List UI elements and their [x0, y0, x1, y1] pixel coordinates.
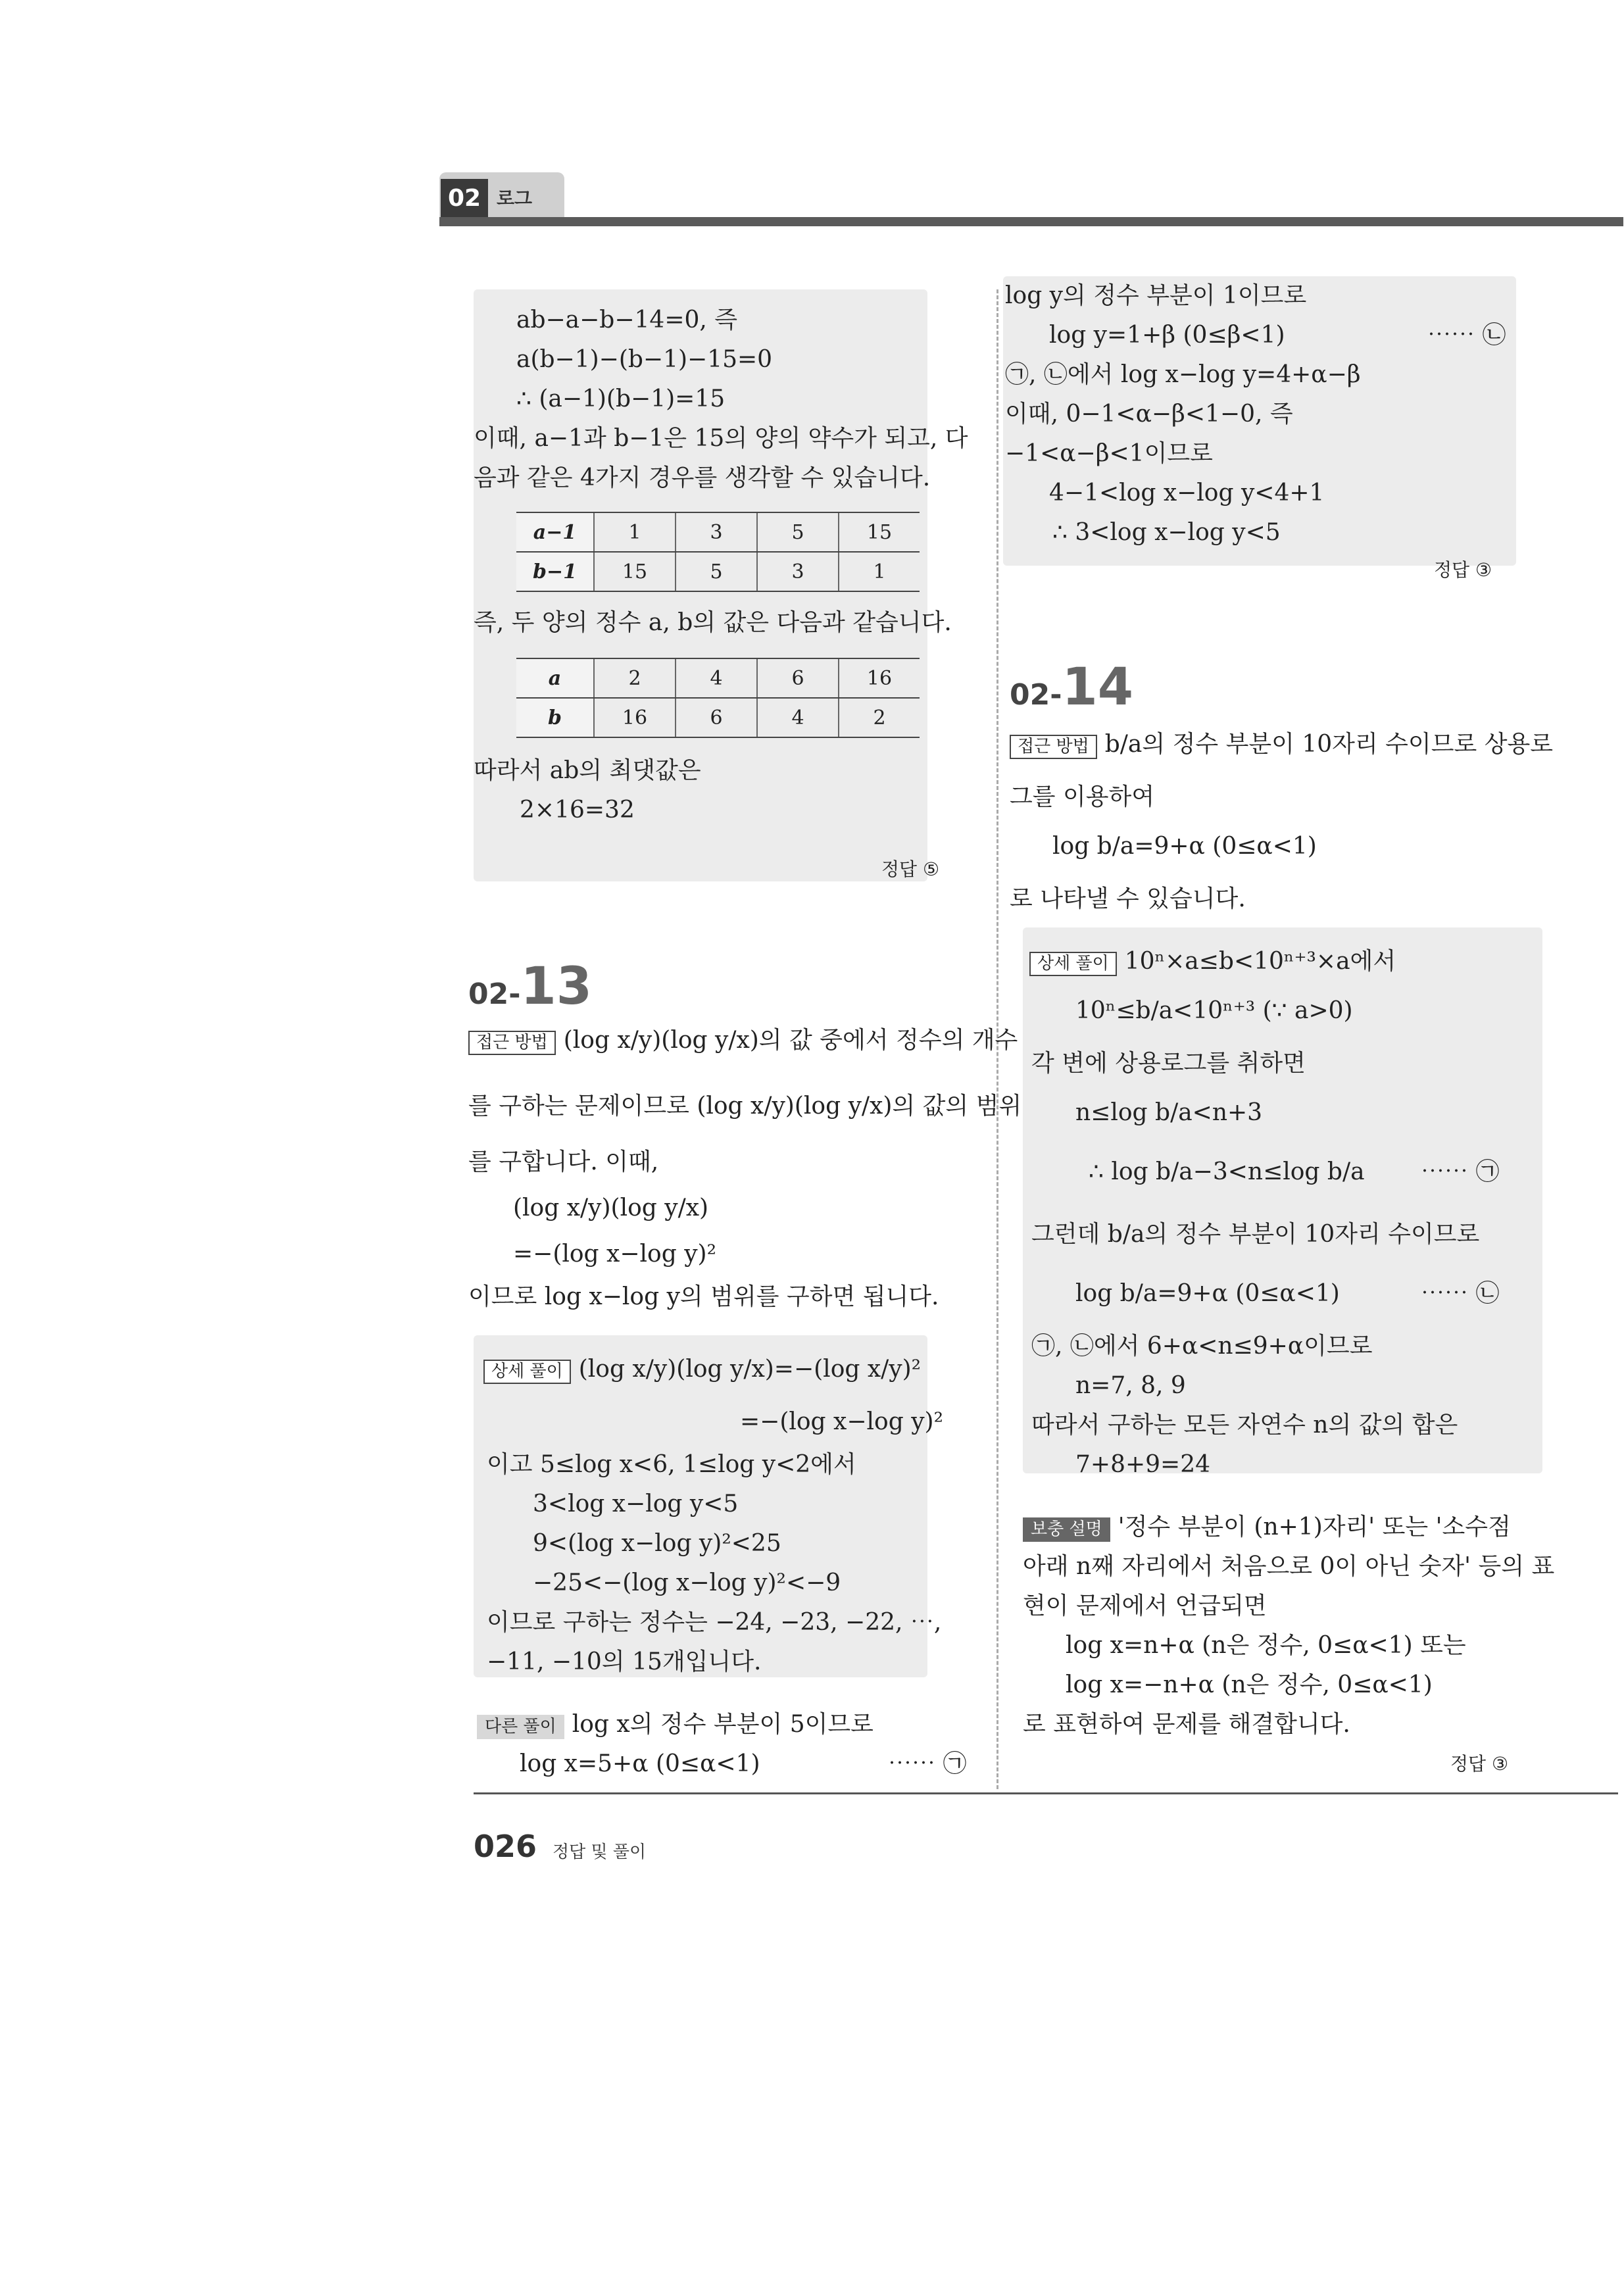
text-line: (log x/y)(log y/x)=−(log x/y)² [578, 1356, 922, 1383]
text-line: ㉠, ㉡에서 log x−log y=4+α−β [1005, 361, 1361, 388]
alt-line [477, 1710, 874, 1739]
text-line: 9<(log x−log y)²<25 [533, 1530, 781, 1557]
chapter-number: 02 [441, 179, 488, 218]
problem-label-number: 13 [520, 957, 593, 1016]
text-line: (log x/y)(log y/x) [513, 1195, 709, 1221]
approach-line [1010, 730, 1553, 759]
equation-mark: ⋯⋯ ㉠ [888, 1750, 967, 1777]
text-line: 4−1<log x−log y<4+1 [1049, 480, 1325, 506]
table-cell: 5 [757, 512, 839, 552]
text-line: 현이 문제에서 언급되면 [1023, 1592, 1267, 1619]
table-values-a-b [516, 658, 920, 738]
footer-rule [474, 1792, 1618, 1794]
page-number: 026 [474, 1829, 537, 1864]
text-line: log x의 정수 부분이 5이므로 [572, 1711, 874, 1738]
equation-mark: ⋯⋯ ㉡ [1427, 322, 1506, 349]
problem-14-label [1010, 658, 1133, 717]
problem-label-prefix: 02- [1010, 678, 1062, 712]
text-line: log b/a=9+α (0≤α<1) [1052, 833, 1317, 860]
text-line: =−(log x−log y)² [513, 1241, 717, 1268]
table-row [516, 552, 920, 591]
table-cell: 16 [839, 658, 920, 698]
text-line: 이때, a−1과 b−1은 15의 양의 약수가 되고, 다 [474, 425, 968, 452]
table-cell: 2 [839, 698, 920, 737]
text-line: 이때, 0−1<α−β<1−0, 즉 [1005, 401, 1293, 428]
table-cell: 4 [676, 658, 757, 698]
text-line: 이므로 log x−log y의 범위를 구하면 됩니다. [468, 1283, 939, 1310]
text-line: ∴ 3<log x−log y<5 [1052, 519, 1281, 546]
table-row [516, 698, 920, 737]
text-line: 10ⁿ≤b/a<10ⁿ⁺³ (∵ a>0) [1075, 997, 1353, 1024]
text-line: 7+8+9=24 [1075, 1451, 1211, 1478]
text-line: 로 표현하여 문제를 해결합니다. [1023, 1711, 1350, 1738]
text-line: 즉, 두 양의 정수 a, b의 값은 다음과 같습니다. [474, 609, 952, 636]
detail-line [483, 1355, 921, 1384]
text-line: log y=1+β (0≤β<1) [1049, 322, 1285, 349]
table-cell: 4 [757, 698, 839, 737]
detail-line [1029, 947, 1396, 976]
text-line: ㉠, ㉡에서 6+α<n≤9+α이므로 [1031, 1333, 1373, 1360]
text-line: ∴ (a−1)(b−1)=15 [516, 385, 726, 412]
text-line: n=7, 8, 9 [1075, 1372, 1186, 1399]
problem-13-label [468, 957, 592, 1016]
table-row [516, 512, 920, 552]
text-line: 10ⁿ×a≤b<10ⁿ⁺³×a에서 [1124, 948, 1396, 975]
text-line: 이고 5≤log x<6, 1≤log y<2에서 [487, 1451, 856, 1478]
text-line: 따라서 구하는 모든 자연수 n의 값의 합은 [1031, 1412, 1458, 1439]
table-cell: 1 [839, 552, 920, 591]
answer-label: 정답 ③ [1450, 1753, 1509, 1775]
table-cell: 6 [757, 658, 839, 698]
approach-line [468, 1026, 1018, 1055]
answer-label: 정답 ⑤ [881, 858, 940, 880]
table-cell: 5 [676, 552, 757, 591]
text-line: 그를 이용하여 [1010, 783, 1155, 810]
text-line: 를 구합니다. 이때, [468, 1148, 659, 1175]
table-cell: 16 [594, 698, 676, 737]
text-line: log b/a=9+α (0≤α<1) [1075, 1280, 1340, 1307]
table-cell: a [516, 658, 594, 698]
text-line: 그런데 b/a의 정수 부분이 10자리 수이므로 [1031, 1221, 1480, 1248]
table-cell: b [516, 698, 594, 737]
table-cell: a−1 [516, 512, 594, 552]
table-cell: 1 [594, 512, 676, 552]
text-line: 3<log x−log y<5 [533, 1490, 739, 1517]
text-line: =−(log x−log y)² [740, 1408, 944, 1435]
text-line: b/a의 정수 부분이 10자리 수이므로 상용로 [1104, 731, 1554, 758]
text-line: 음과 같은 4가지 경우를 생각할 수 있습니다. [474, 464, 931, 491]
text-line: −11, −10의 15개입니다. [487, 1648, 762, 1675]
text-line: log x=5+α (0≤α<1) [520, 1750, 760, 1777]
table-cell: 2 [594, 658, 676, 698]
detail-tag: 상세 풀이 [483, 1360, 571, 1384]
text-line: 각 변에 상용로그를 취하면 [1031, 1050, 1306, 1077]
text-line: 로 나타낼 수 있습니다. [1010, 885, 1246, 912]
answer-label: 정답 ③ [1434, 559, 1492, 581]
text-line: ∴ log b/a−3<n≤log b/a [1089, 1158, 1365, 1185]
text-line: 를 구하는 문제이므로 (log x/y)(log y/x)의 값의 범위 [468, 1093, 1022, 1120]
chapter-title: 로그 [497, 187, 533, 209]
text-line: '정수 부분이 (n+1)자리' 또는 '소수점 [1118, 1514, 1511, 1540]
text-line: ab−a−b−14=0, 즉 [516, 307, 738, 333]
table-cell: 3 [676, 512, 757, 552]
text-line: n≤log b/a<n+3 [1075, 1099, 1263, 1126]
header-bar [439, 217, 1623, 226]
problem-label-number: 14 [1062, 658, 1134, 717]
text-line: −25<−(log x−log y)²<−9 [533, 1569, 841, 1596]
supp-line [1023, 1513, 1511, 1542]
table-cell: 15 [594, 552, 676, 591]
text-line: log x=−n+α (n은 정수, 0≤α<1) [1066, 1671, 1433, 1698]
table-values-a-b-minus-1 [516, 512, 920, 592]
text-line: 이므로 구하는 정수는 −24, −23, −22, ⋯, [487, 1609, 942, 1636]
table-cell: 3 [757, 552, 839, 591]
approach-tag: 접근 방법 [468, 1031, 556, 1055]
approach-tag: 접근 방법 [1010, 735, 1097, 759]
text-line: 아래 n째 자리에서 처음으로 0이 아닌 숫자' 등의 표 [1023, 1553, 1555, 1580]
table-cell: b−1 [516, 552, 594, 591]
text-line: 따라서 ab의 최댓값은 [474, 757, 701, 784]
text-line: a(b−1)−(b−1)−15=0 [516, 346, 773, 373]
text-line: log x=n+α (n은 정수, 0≤α<1) 또는 [1066, 1632, 1466, 1659]
equation-mark: ⋯⋯ ㉡ [1421, 1280, 1500, 1307]
text-line: 2×16=32 [520, 797, 635, 824]
problem-label-prefix: 02- [468, 977, 521, 1011]
detail-tag: 상세 풀이 [1029, 952, 1117, 976]
supp-tag: 보충 설명 [1023, 1517, 1110, 1542]
text-line: log y의 정수 부분이 1이므로 [1005, 282, 1307, 309]
page-label: 정답 및 풀이 [553, 1842, 647, 1862]
equation-mark: ⋯⋯ ㉠ [1421, 1158, 1500, 1185]
table-cell: 6 [676, 698, 757, 737]
table-row [516, 658, 920, 698]
alt-tag: 다른 풀이 [477, 1715, 564, 1739]
text-line: −1<α−β<1이므로 [1005, 440, 1213, 467]
text-line: (log x/y)(log y/x)의 값 중에서 정수의 개수 [563, 1027, 1018, 1054]
table-cell: 15 [839, 512, 920, 552]
